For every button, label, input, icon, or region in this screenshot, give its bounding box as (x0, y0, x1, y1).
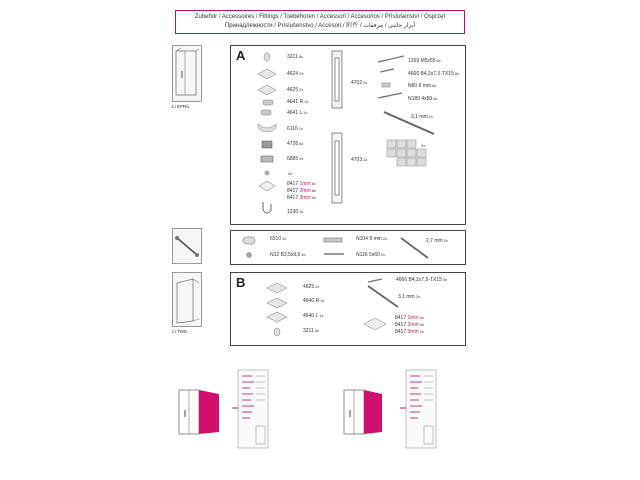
bracket-icon (261, 156, 273, 162)
drill-b-icon (368, 286, 398, 307)
label-b-drill: 3,1 mm2x (398, 294, 420, 300)
instruction-sheet-left-icon (230, 368, 270, 450)
shower-corner-icon (173, 46, 201, 101)
cap-icon (264, 53, 270, 61)
shower-right-highlight-icon (340, 385, 390, 440)
support-rod-icon (173, 229, 201, 263)
label-4624: 46242x (287, 71, 304, 77)
shower-twd-thumbnail (172, 272, 202, 327)
label-b-4640r: 4640 R1x (303, 298, 325, 304)
spacer-icon (259, 181, 275, 191)
label-drill-a: 3,1 mm2x (411, 114, 433, 120)
header-line-2: Принадлежности / Príslušenstvo / Accesori / 附件 / أبزار جانبی / مرفقات (224, 23, 416, 29)
screw-b-icon (368, 279, 382, 282)
label-4666: 4666 B4,2x7,5-TX156x (408, 71, 460, 77)
handle-icons (328, 48, 346, 208)
plate-icon-2 (258, 85, 276, 95)
header-line-1: Zubehör / Accessoires / Fittings / Toebehoren / Accessori / Accesorios / Příslušenství / Osprzęt (194, 14, 446, 20)
cap-b-icon (274, 328, 280, 336)
rod-thumbnail (172, 228, 202, 264)
label-n60: N60 6 mm6x (408, 83, 437, 89)
section-a-part-icons (255, 52, 279, 220)
handle-bottom-icon (332, 133, 342, 203)
label-drill-mid: 2,7 mm2x (426, 238, 448, 244)
section-b-part-icons (264, 280, 290, 340)
label-6116: 61161x (287, 126, 303, 132)
hinge-l-icon (261, 110, 271, 115)
label-4641l: 4641 L1x (287, 110, 308, 116)
shower-panel-icon (173, 273, 201, 326)
label-1269: 1269 M5x556x (408, 58, 441, 64)
ball-icon (265, 171, 270, 176)
label-4625: 46252x (287, 87, 304, 93)
label-b-4625: 46251x (303, 284, 320, 290)
label-4702: 47022x (351, 80, 368, 86)
label-n189: N189 4x506x (408, 96, 438, 102)
label-3211: 32116x (287, 54, 303, 60)
section-a-letter: A (236, 48, 246, 63)
languages-header (175, 10, 465, 34)
label-tiles-qty: 2x (421, 143, 426, 148)
label-b-8417-2: 8417 2mm4x (395, 322, 424, 328)
label-4641r: 4641 R1x (287, 99, 309, 105)
spacer-b-icon (362, 314, 388, 334)
clip-icon (263, 202, 271, 213)
block-icon (262, 141, 272, 148)
handle-top-icon (332, 51, 342, 108)
label-1230: 12301x (287, 209, 304, 215)
mid-part-icons (240, 234, 260, 262)
cover-cap-icon (243, 237, 255, 244)
screw-icons-a (374, 52, 408, 106)
label-b-8417-3: 8417 3mm2x (395, 329, 424, 335)
long-screw-icon (378, 93, 402, 98)
seal-profile-icon (258, 124, 276, 132)
screw-icon (380, 69, 394, 72)
label-n116: N116 5x602x (356, 252, 386, 258)
section-b-letter: B (236, 275, 246, 290)
hinge-r-b-icon (267, 298, 287, 308)
label-b-3211: 32113x (303, 328, 319, 334)
label-ball: 2x (288, 171, 293, 176)
instruction-sheet-right-icon (398, 368, 438, 450)
washer-icon (382, 83, 390, 87)
shower-epr-thumbnail (172, 45, 202, 102)
thumbnail-caption-epr: LI EPR/L (172, 104, 191, 109)
label-4703: 47032x (351, 157, 368, 163)
label-b-4666: 4666 B4,2x7,5-TX153x (396, 277, 448, 283)
hinge-l-b-icon (267, 312, 287, 322)
label-8417-3: 8417 3mm4x (287, 195, 316, 201)
label-8417-1: 8417 1mm8x (287, 181, 316, 187)
thumbnail-caption-twd: LI TWD (172, 329, 188, 334)
label-6885: 68852x (287, 156, 304, 162)
drill-bit-icon (380, 108, 438, 138)
plate-b-icon (267, 283, 287, 293)
label-8417-2: 8417 2mm8x (287, 188, 316, 194)
label-n12: N12 B3,5x9,54x (270, 252, 306, 258)
plate-icon (258, 69, 276, 79)
label-4726: 47266x (287, 141, 304, 147)
label-b-4640l: 4640 L1x (303, 313, 324, 319)
mid-anchor-icons (320, 234, 348, 262)
hinge-r-icon (263, 100, 273, 105)
screw-head-icon (247, 253, 252, 258)
bolt-icon (378, 56, 404, 62)
label-n104: N104 8 mm2x (356, 236, 388, 242)
dowel-icon (324, 238, 342, 242)
label-6510: 65104x (270, 236, 287, 242)
shower-left-highlight-icon (175, 385, 225, 440)
label-b-8417-1: 8417 1mm4x (395, 315, 424, 321)
